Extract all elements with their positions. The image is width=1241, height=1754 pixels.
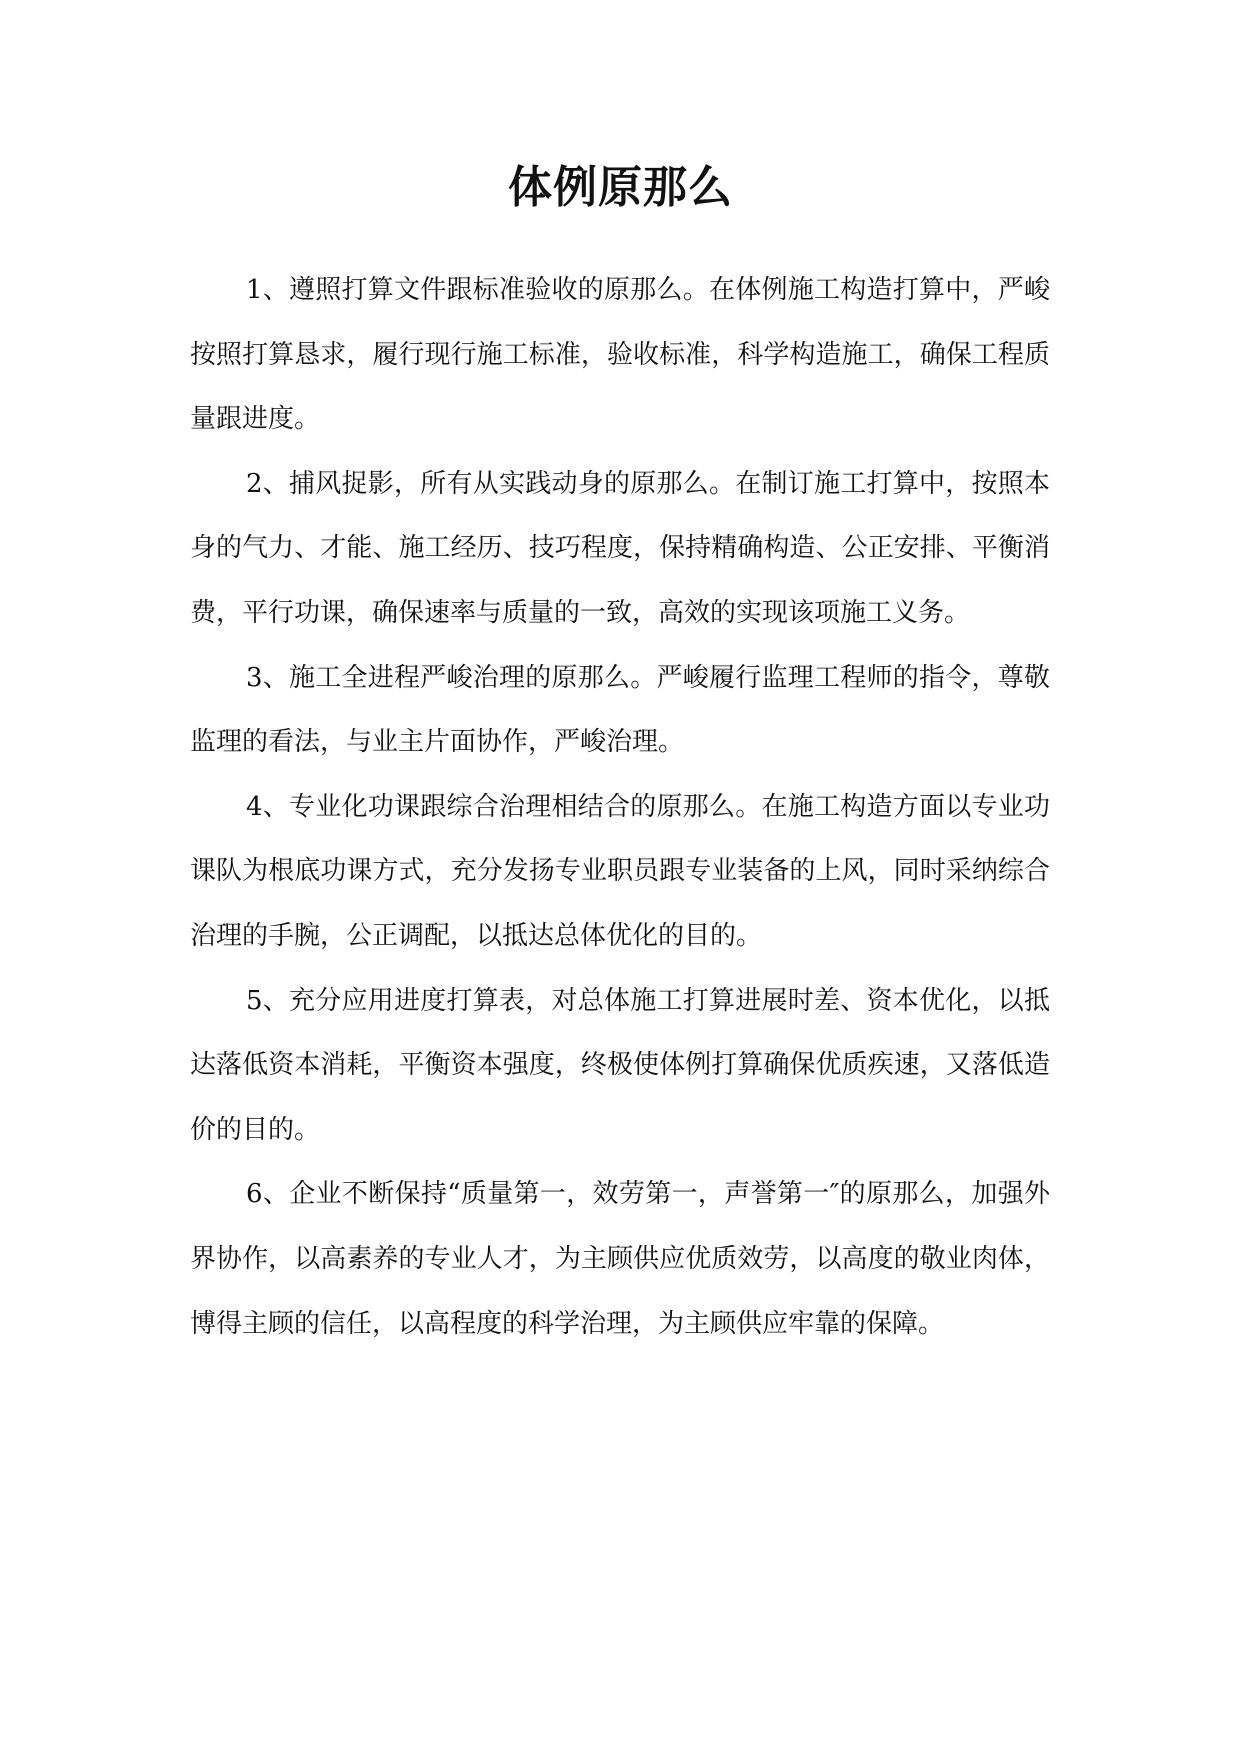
paragraph-2: 2、捕风捉影，所有从实践动身的原那么。在制订施工打算中，按照本身的气力、才能、施工经历、技巧程度，保持精确构造、公正安排、平衡消费，平行功课，确保速率与质量的一致，高效的实现该项施工义务。 <box>190 468 1050 628</box>
page-title: 体例原那么 <box>508 162 733 213</box>
paragraph-6: 6、企业不断保持“质量第一，效劳第一，声誉第一″的原那么，加强外界协作，以高素养的专业人才，为主顾供应优质效劳，以高度的敬业肉体，博得主顾的信任，以高程度的科学治理，为主顾供应牢靠的保障。 <box>190 1179 1050 1339</box>
paragraph-1: 1、遵照打算文件跟标准验收的原那么。在体例施工构造打算中，严峻按照打算恳求，履行现行施工标准，验收标准，科学构造施工，确保工程质量跟进度。 <box>190 275 1050 435</box>
document-body <box>190 258 1050 1356</box>
paragraph-5: 5、充分应用进度打算表，对总体施工打算进展时差、资本优化，以抵达落低资本消耗，平衡资本强度，终极使体例打算确保优质疾速，又落低造价的目的。 <box>190 985 1050 1145</box>
paragraph-3: 3、施工全进程严峻治理的原那么。严峻履行监理工程师的指令，尊敬监理的看法，与业主片面协作，严峻治理。 <box>190 662 1050 758</box>
paragraph-4: 4、专业化功课跟综合治理相结合的原那么。在施工构造方面以专业功课队为根底功课方式，充分发扬专业职员跟专业装备的上风，同时采纳综合治理的手腕，公正调配，以抵达总体优化的目的。 <box>190 791 1050 951</box>
